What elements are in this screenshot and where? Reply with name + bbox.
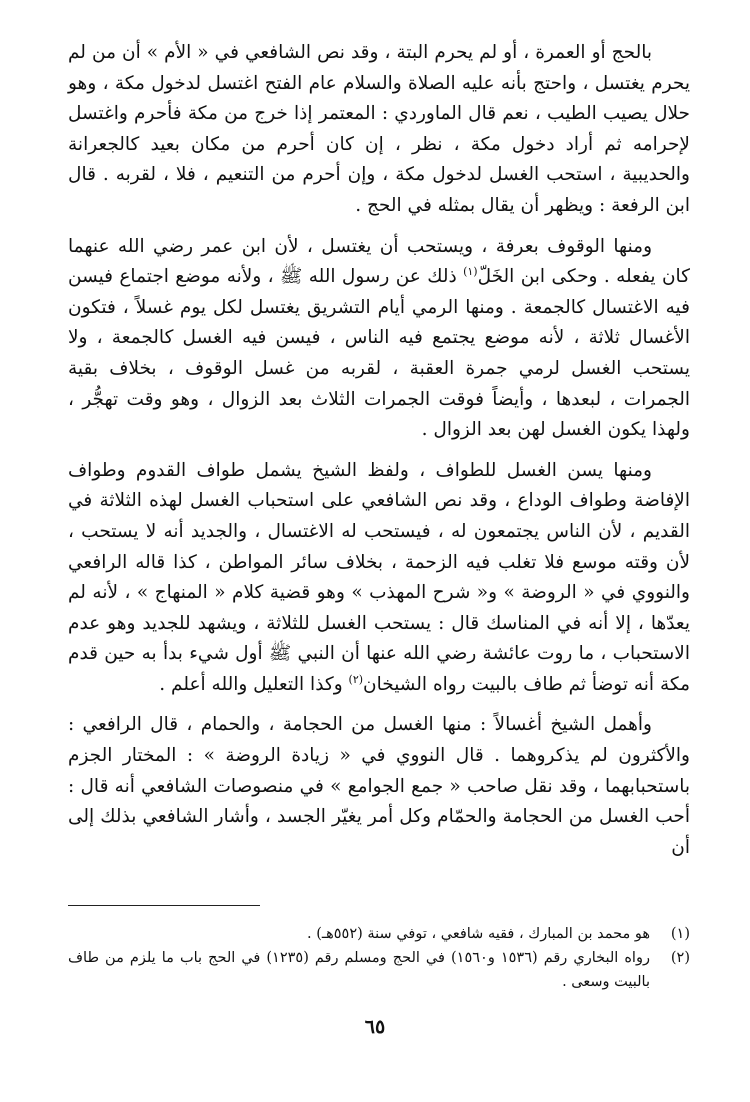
footnote-text: رواه البخاري رقم (١٥٣٦ و١٥٦٠) في الحج ومسلم رقم (١٢٣٥) في الحج باب ما يلزم من طاف بالبيت وسعى . <box>68 950 650 990</box>
paragraph-text: ذلك عن رسول الله ﷺ ، ولأنه موضع اجتماع فيسن فيه الاغتسال كالجمعة . ومنها الرمي أيام التشريق يغتسل لكل يوم غسلاً ، فتكون الأغسال ثلاثة ، لأنه موضع يجتمع فيه الناس ، فيسن فيه الغسل كالجمعة ، ولا يستحب الغسل لرمي جمرة العقبة ، لقربه من غسل الوقوف ، بخلاف بقية الجمرات ، لبعدها ، وأيضاً فوقت الجمرات الثلاث بعد الزوال ، وهو وقت تهجُّر ، ولهذا يكون الغسل لهن بعد الزوال . <box>68 266 690 441</box>
paragraph-text: وأهمل الشيخ أغسالاً : منها الغسل من الحجامة ، والحمام ، قال الرافعي : والأكثرون لم يذكروهما . قال النووي في « زيادة الروضة » : المختار الجزم باستحبابهما ، وقد نقل صاحب « جمع الجوامع » في منصوصات الشافعي أنه قال : أحب الغسل من الحجامة والحمّام وكل أمر يغيّر الجسد ، وأشار الشافعي بذلك إلى أن <box>68 714 690 858</box>
footnote-text: هو محمد بن المبارك ، فقيه شافعي ، توفي سنة (٥٥٢هـ) . <box>306 926 650 942</box>
paragraph-text: بالحج أو العمرة ، أو لم يحرم البتة ، وقد نص الشافعي في « الأم » أن من لم يحرم يغتسل ، واحتج بأنه عليه الصلاة والسلام عام الفتح اغتسل لدخول مكة ، وهو حلال يصيب الطيب ، نعم قال الماوردي : المعتمر إذا خرج من مكة فأحرم واغتسل لإحرامه ثم أراد دخول مكة ، نظر ، إن كان أحرم من مكان بعيد كالجعرانة والحديبية ، استحب الغسل لدخول مكة ، وإن أحرم من التنعيم ، فلا ، لقربه . قال ابن الرفعة : ويظهر أن يقال بمثله في الحج . <box>68 42 690 216</box>
page-number: ٦٥ <box>364 1016 386 1038</box>
paragraph <box>68 38 690 222</box>
footnote-ref: (٢) <box>348 672 364 686</box>
footnotes <box>68 922 690 994</box>
footnote-number: (٢) <box>670 950 690 966</box>
paragraph-text: ومنها يسن الغسل للطواف ، ولفظ الشيخ يشمل طواف القدوم وطواف الإفاضة وطواف الوداع ، وقد نص الشافعي على استحباب الغسل لهذه الثلاثة في القديم ، لأن الناس يجتمعون له ، فيستحب له الاغتسال ، والجديد أنه لا يستحب ، لأن وقته موسع فلا تغلب فيه الزحمة ، بخلاف سائر المواطن ، كذا قاله الرافعي والنووي في « الروضة » و« شرح المهذب » وهو قضية كلام « المنهاج » ، لأنه لم يعدّها ، إلا أنه في المناسك قال : يستحب الغسل للثلاثة ، ويشهد للجديد وهو عدم الاستحباب ، ما روت عائشة رضي الله عنها أن النبي ﷺ أول شيء بدأ به حين قدم مكة أنه توضأ ثم طاف بالبيت رواه الشيخان <box>68 459 690 695</box>
paragraph-text: وكذا التعليل والله أعلم . <box>159 673 349 695</box>
footnote-number: (١) <box>670 926 690 942</box>
footnote <box>68 922 690 946</box>
paragraph-text: ومنها الوقوف بعرفة ، ويستحب أن يغتسل ، لأن ابن عمر رضي الله عنهما كان يفعله . وحكى ابن الخَلّ <box>68 235 690 288</box>
main-text <box>68 38 690 863</box>
footnote <box>68 946 690 994</box>
paragraph <box>68 232 690 446</box>
paragraph <box>68 456 690 701</box>
footnote-ref: (١) <box>463 265 478 278</box>
paragraph <box>68 710 690 863</box>
footnote-divider <box>68 905 260 906</box>
